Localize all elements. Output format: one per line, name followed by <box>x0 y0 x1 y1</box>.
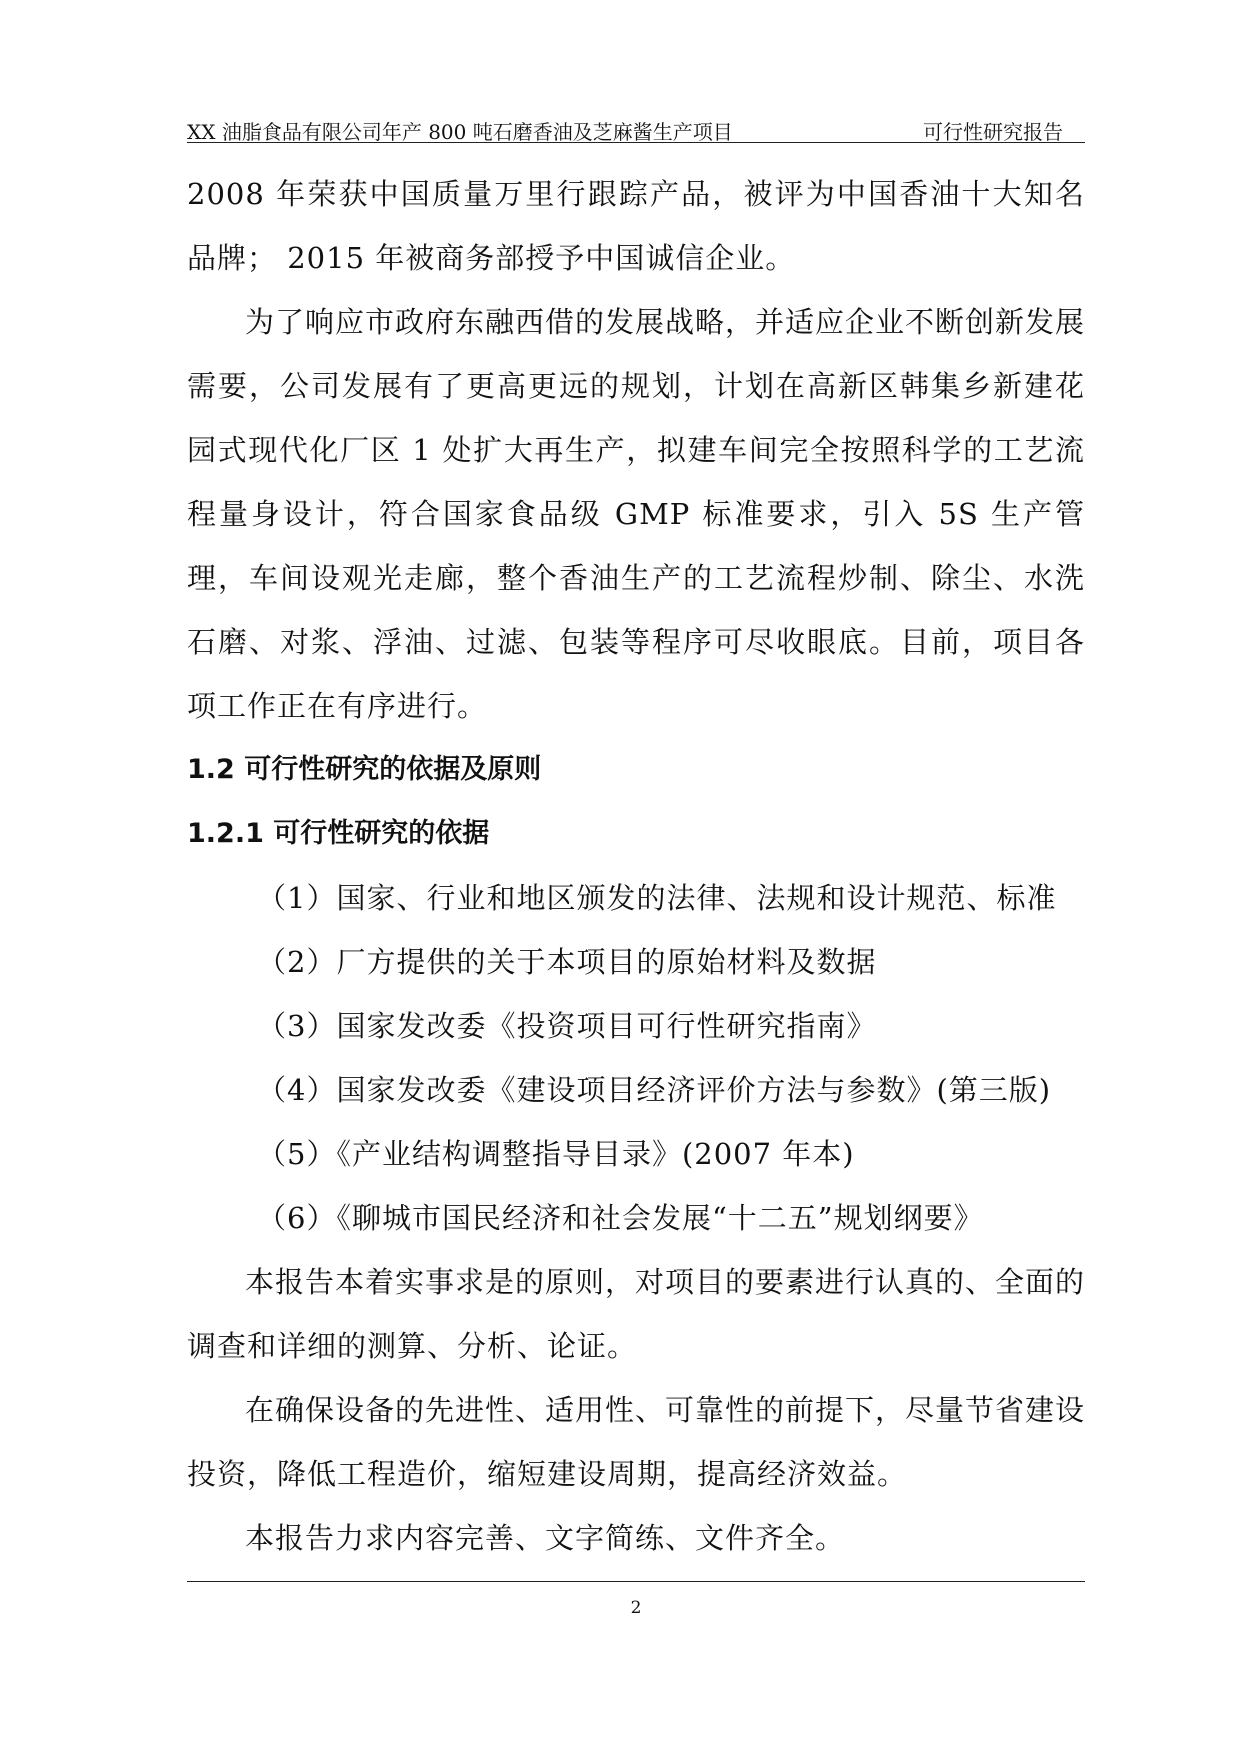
basis-item-1: （1）国家、行业和地区颁发的法律、法规和设计规范、标准 <box>257 881 1057 915</box>
paragraph-development-plan: 为了响应市政府东融西借的发展战略，并适应企业不断创新发展需要，公司发展有了更高更远的规划，计划在高新区韩集乡新建花园式现代化厂区 1 处扩大再生产，拟建车间完全按照科学的工艺流程量身设计，符合国家食品级 GMP 标准要求，引入 5S 生产管理，车间设观光走廊，整个香油生产的工艺流程炒制、除尘、水洗石磨、对浆、浮油、过滤、包装等程序可尽收眼底。目前，项目各项工作正在有序进行。 <box>187 305 1086 723</box>
basis-item-6: （6）《聊城市国民经济和社会发展“十二五”规划纲要》 <box>257 1201 984 1235</box>
paragraph-quality: 本报告力求内容完善、文字简练、文件齐全。 <box>245 1521 846 1555</box>
basis-item-3: （3）国家发改委《投资项目可行性研究指南》 <box>257 1009 877 1043</box>
paragraph-awards: 2008 年荣获中国质量万里行跟踪产品，被评为中国香油十大知名品牌； 2015 年被商务部授予中国诚信企业。 <box>187 177 1085 275</box>
footer-divider <box>187 1581 1085 1582</box>
section-heading-1-2-1: 1.2.1 可行性研究的依据 <box>187 818 490 849</box>
paragraph-investment: 在确保设备的先进性、适用性、可靠性的前提下，尽量节省建设投资，降低工程造价，缩短建设周期，提高经济效益。 <box>187 1393 1086 1491</box>
basis-item-4: （4）国家发改委《建设项目经济评价方法与参数》(第三版) <box>257 1073 1052 1107</box>
page-header <box>187 116 1085 144</box>
header-divider <box>187 142 1085 143</box>
paragraph-principle: 本报告本着实事求是的原则，对项目的要素进行认真的、全面的调查和详细的测算、分析、论证。 <box>187 1265 1086 1363</box>
page-number: 2 <box>630 1598 642 1618</box>
document-body <box>187 162 1085 1570</box>
header-report-type: 可行性研究报告 <box>923 120 1063 144</box>
basis-item-5: （5）《产业结构调整指导目录》(2007 年本) <box>257 1137 855 1171</box>
header-project-title: XX 油脂食品有限公司年产 800 吨石磨香油及芝麻酱生产项目 <box>187 120 733 144</box>
section-heading-1-2: 1.2 可行性研究的依据及原则 <box>187 754 542 785</box>
basis-item-2: （2）厂方提供的关于本项目的原始材料及数据 <box>257 945 877 979</box>
